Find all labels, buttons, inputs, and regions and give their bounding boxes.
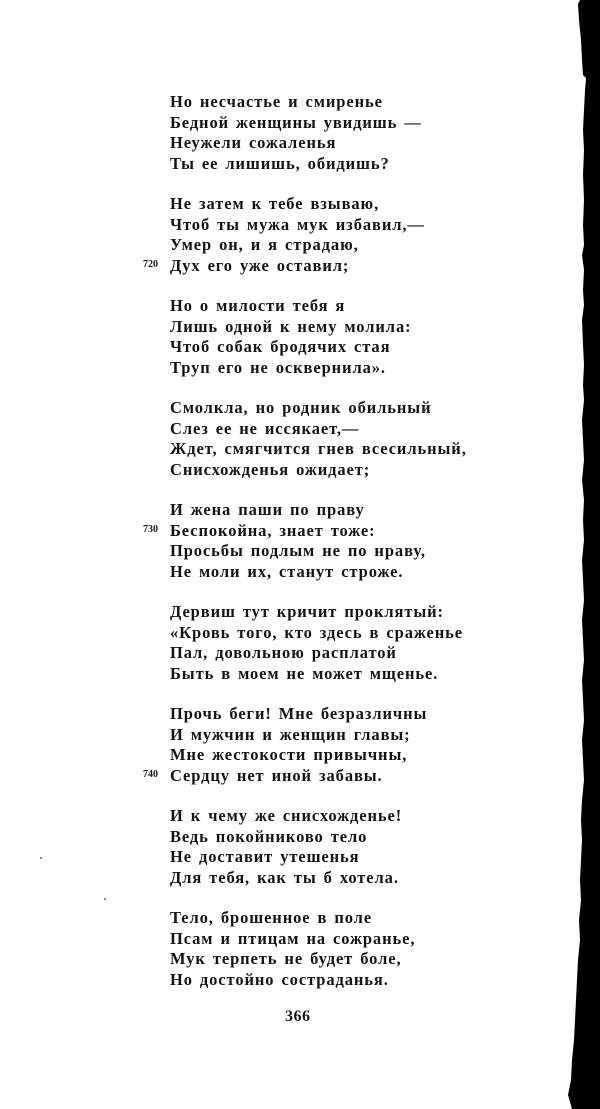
- verse-text: Бедной женщины увидишь —: [170, 112, 422, 132]
- verse-line: [170, 664, 510, 685]
- verse-text: Тело, брошенное в поле: [170, 908, 373, 927]
- verse-text: Снисхожденья ожидает;: [170, 460, 371, 480]
- verse-line: [170, 643, 510, 664]
- verse-text: Мне жестокости привычны,: [170, 745, 408, 765]
- verse-text: Просьбы подлым не по нраву,: [170, 541, 426, 561]
- verse-text: Смолкла, но родник обильный: [170, 398, 432, 417]
- stanza: [170, 806, 510, 889]
- scan-speck: [104, 898, 106, 900]
- verse-line: [170, 500, 510, 521]
- verse-text: Ты ее лишишь, обидишь?: [170, 154, 390, 174]
- verse-line: [170, 317, 510, 338]
- verse-text: Не доставит утешенья: [170, 847, 360, 867]
- verse-text: Чтоб собак бродячих стая: [170, 337, 391, 357]
- verse-line: [170, 725, 510, 746]
- verse-line: [170, 908, 510, 929]
- stanza: [170, 398, 510, 481]
- verse-line: [170, 398, 510, 419]
- verse-line: [170, 92, 510, 113]
- verse-line: [170, 970, 510, 991]
- poem-text: [143, 92, 510, 1010]
- verse-line: [170, 296, 510, 317]
- verse-text: Чтоб ты мужа мук избавил,—: [170, 214, 425, 234]
- verse-text: Дух его уже оставил;: [170, 256, 350, 276]
- verse-line: [143, 766, 510, 787]
- verse-text: И мужчин и женщин главы;: [170, 724, 411, 744]
- verse-line: [170, 929, 510, 950]
- verse-line: [170, 602, 510, 623]
- verse-text: Не затем к тебе взываю,: [170, 194, 380, 213]
- stanza: [170, 908, 510, 991]
- verse-line: [170, 460, 510, 481]
- page-number: 366: [285, 1008, 311, 1025]
- verse-line: [170, 827, 510, 848]
- verse-line: [170, 745, 510, 766]
- verse-line: [170, 704, 510, 725]
- verse-text: Быть в моем не может мщенье.: [170, 664, 439, 684]
- verse-text: Лишь одной к нему молила:: [170, 316, 412, 336]
- verse-text: Но достойно состраданья.: [170, 970, 389, 990]
- verse-text: Сердцу нет иной забавы.: [170, 766, 383, 786]
- stanza: [143, 704, 510, 787]
- verse-text: Труп его не осквернила».: [170, 358, 386, 378]
- verse-text: Ведь покойниково тело: [170, 826, 368, 846]
- verse-line: [170, 337, 510, 358]
- verse-line: [143, 256, 510, 277]
- page-edge-shadow: [560, 0, 600, 1109]
- line-number: 740: [143, 769, 158, 781]
- verse-text: Умер он, и я страдаю,: [170, 235, 359, 255]
- verse-text: Слез ее не иссякает,—: [170, 418, 360, 438]
- verse-text: Неужели сожаленья: [170, 133, 337, 153]
- verse-line: [170, 439, 510, 460]
- verse-text: «Кровь того, кто здесь в сраженье: [170, 622, 463, 642]
- verse-text: Дервиш тут кричит проклятый:: [170, 602, 444, 621]
- verse-line: [170, 806, 510, 827]
- line-number: 720: [143, 259, 158, 271]
- verse-line: [143, 520, 510, 542]
- stanza: [170, 92, 510, 175]
- verse-line: [170, 562, 510, 583]
- verse-text: И жена паши по праву: [170, 500, 365, 519]
- verse-text: Не моли их, станут строже.: [170, 562, 404, 582]
- stanza: [143, 194, 510, 277]
- verse-text: Ждет, смягчится гнев всесильный,: [170, 439, 467, 459]
- verse-line: [170, 949, 510, 970]
- verse-line: [170, 154, 510, 175]
- verse-text: И к чему же снисхожденье!: [170, 806, 403, 825]
- verse-text: Мук терпеть не будет боле,: [170, 949, 402, 969]
- verse-text: Псам и птицам на сожранье,: [170, 928, 416, 948]
- verse-text: Для тебя, как ты б хотела.: [170, 868, 399, 888]
- verse-text: Но несчастье и смиренье: [170, 92, 383, 111]
- scan-speck: [40, 857, 42, 859]
- stanza: [143, 500, 510, 583]
- verse-line: [170, 868, 510, 889]
- verse-line: [170, 133, 510, 154]
- verse-line: [170, 623, 510, 644]
- verse-line: [170, 847, 510, 868]
- verse-line: [170, 215, 510, 236]
- stanza: [170, 296, 510, 379]
- verse-text: Прочь беги! Мне безразличны: [170, 704, 428, 723]
- verse-text: Но о милости тебя я: [170, 296, 346, 315]
- verse-text: Беспокойна, знает тоже:: [170, 520, 376, 540]
- verse-line: [170, 419, 510, 440]
- verse-line: [170, 541, 510, 562]
- verse-line: [170, 194, 510, 215]
- line-number: 730: [143, 523, 158, 535]
- stanza: [170, 602, 510, 685]
- verse-line: [170, 235, 510, 256]
- verse-line: [170, 358, 510, 379]
- verse-text: Пал, довольною расплатой: [170, 643, 397, 663]
- verse-line: [170, 113, 510, 134]
